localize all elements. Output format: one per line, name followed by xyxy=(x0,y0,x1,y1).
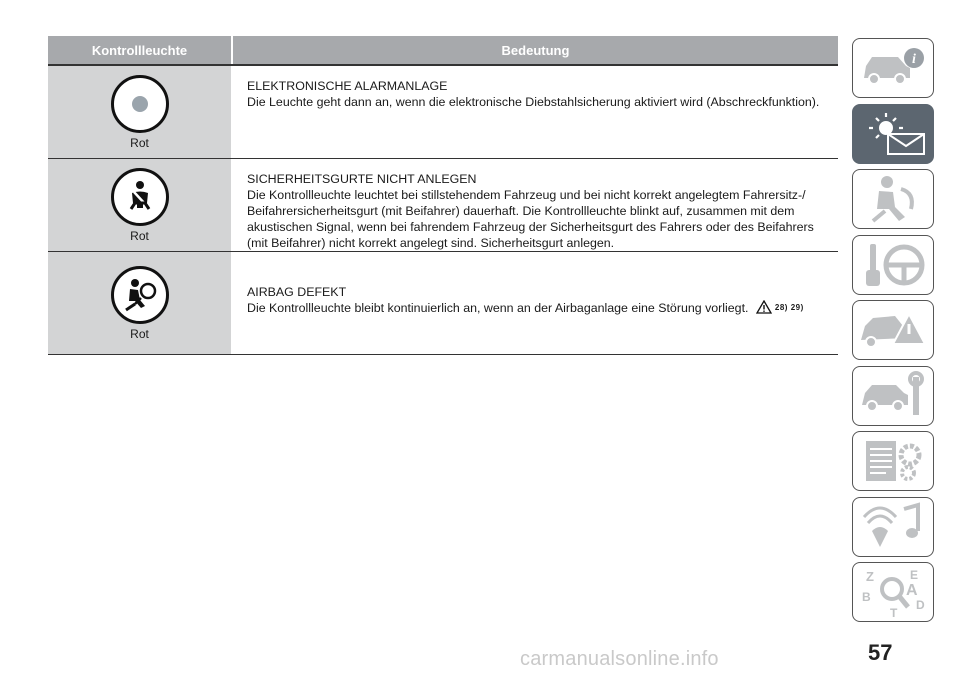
row-text: Die Kontrollleuchte bleibt kontinuierlich an, wenn an der Airbaganlage eine Störung vorliegt. xyxy=(247,301,749,315)
watermark: carmanualsonline.info xyxy=(520,648,719,670)
description-cell xyxy=(233,66,838,158)
svg-text:B: B xyxy=(862,590,871,604)
car-info-icon xyxy=(858,44,928,92)
table-header xyxy=(48,36,838,66)
seatbelt-icon xyxy=(111,168,169,226)
icon-cell xyxy=(48,66,231,158)
svg-text:A: A xyxy=(906,582,918,599)
tab-index[interactable] xyxy=(852,562,934,622)
tab-safety[interactable] xyxy=(852,169,934,229)
tab-emergency[interactable] xyxy=(852,300,934,360)
index-search-icon xyxy=(858,565,928,619)
page-number: 57 xyxy=(868,640,893,665)
car-wrench-icon xyxy=(858,371,928,421)
table-row xyxy=(48,252,838,355)
table-row xyxy=(48,66,838,159)
description-cell xyxy=(233,159,838,251)
tab-warning-lights[interactable] xyxy=(852,104,934,164)
radio-music-icon xyxy=(860,501,926,553)
warning-lights-table xyxy=(48,36,838,355)
row-text: Die Kontrollleuchte leuchtet bei stillstehendem Fahrzeug und bei nicht korrekt angelegtem Fahrersitz-/ Beifahrersicherheitsgurt (mit Beifahrer) dauerhaft. Die Kontrollleuchte blinkt auf, zusammen mit dem akustischen Signal, wenn bei fahrendem Fahrzeug der Sicherheitsgurt des Fahrers oder des Beifahrers (mit Beifahrer) nicht korrekt angelegt sind. Sicherheitsgurt anlegen. xyxy=(247,188,814,250)
row-title: SICHERHEITSGURTE NICHT ANLEGEN xyxy=(247,172,477,186)
airbag-person-icon xyxy=(861,173,925,225)
header-bedeutung: Bedeutung xyxy=(501,42,570,58)
row-text: Die Leuchte geht dann an, wenn die elektronische Diebstahlsicherung aktiviert wird (Abschreckfunktion). xyxy=(247,95,820,109)
tab-car-info[interactable] xyxy=(852,38,934,98)
key-steering-wheel-icon xyxy=(858,240,928,290)
color-label: Rot xyxy=(130,327,149,341)
car-breakdown-icon xyxy=(857,304,929,356)
svg-text:T: T xyxy=(890,606,898,619)
warning-light-message-icon xyxy=(856,108,930,160)
description-cell xyxy=(233,252,838,354)
svg-text:E: E xyxy=(910,568,919,582)
icon-cell xyxy=(48,159,231,251)
footnote-refs: 28) 29) xyxy=(774,303,804,312)
specs-gears-icon xyxy=(858,435,928,487)
row-title: ELEKTRONISCHE ALARMANLAGE xyxy=(247,79,448,93)
svg-text:Z: Z xyxy=(866,569,874,584)
airbag-icon xyxy=(111,266,169,324)
alarm-lamp-icon xyxy=(111,75,169,133)
color-label: Rot xyxy=(130,229,149,243)
svg-text:D: D xyxy=(916,598,925,612)
icon-cell xyxy=(48,252,231,354)
svg-text:i: i xyxy=(912,52,916,67)
chapter-tabs xyxy=(852,38,936,628)
header-kontrollleuchte: Kontrollleuchte xyxy=(91,42,188,58)
table-row xyxy=(48,159,838,252)
tab-maintenance[interactable] xyxy=(852,366,934,426)
color-label: Rot xyxy=(130,136,149,150)
tab-technical-data[interactable] xyxy=(852,431,934,491)
warning-triangle-icon xyxy=(756,300,772,314)
row-title: AIRBAG DEFEKT xyxy=(247,285,347,299)
tab-start-drive[interactable] xyxy=(852,235,934,295)
tab-multimedia[interactable] xyxy=(852,497,934,557)
